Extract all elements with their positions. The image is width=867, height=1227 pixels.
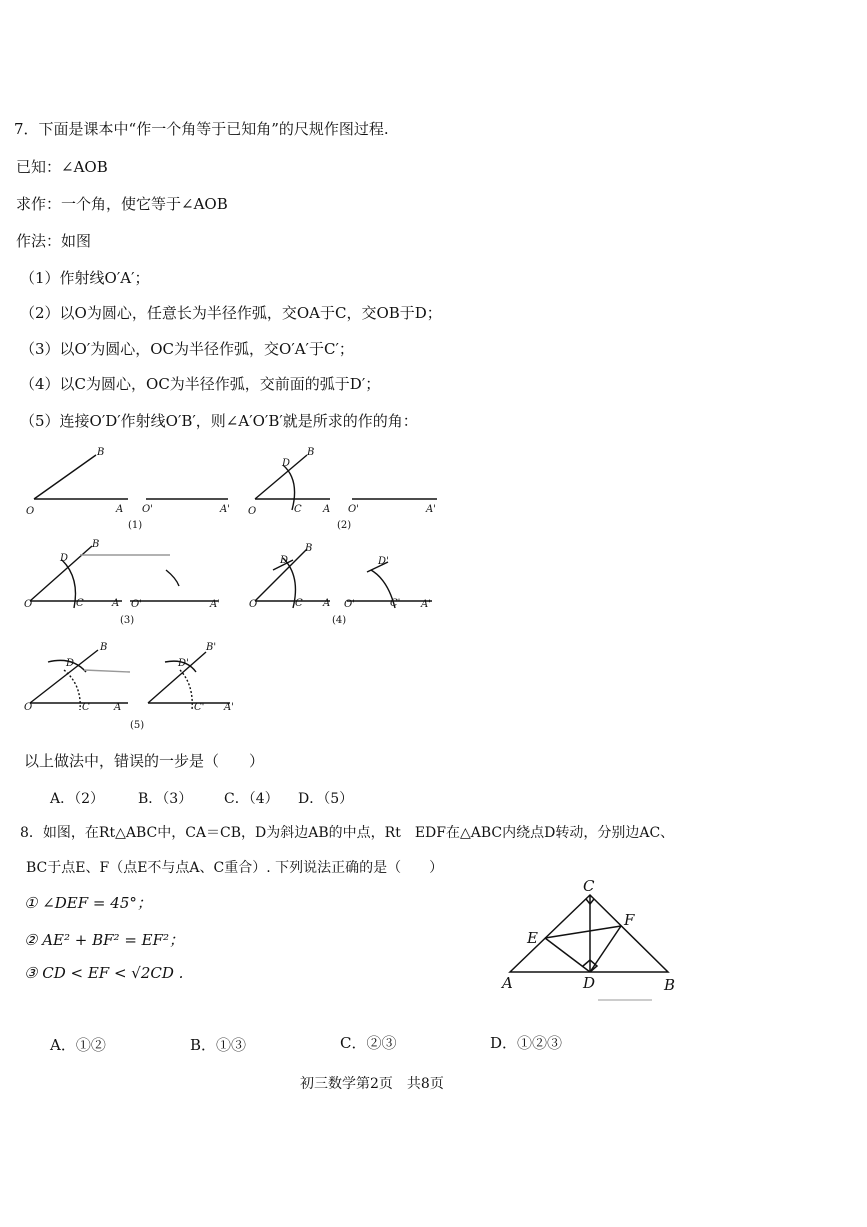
q8-label-A: A xyxy=(502,974,513,992)
q8-option-d[interactable]: D．①②③ xyxy=(490,1034,563,1052)
fig5-arc-top xyxy=(48,660,86,672)
q7-option-b[interactable]: B．（3） xyxy=(138,791,193,807)
fig2-label-B: B xyxy=(307,447,315,458)
fig4-label-D: D xyxy=(280,555,289,566)
q7-step-4: （4）以C为圆心，OC为半径作弧，交前面的弧于D′； xyxy=(20,375,381,393)
fig3-label-D: D xyxy=(60,553,69,564)
fig2-label-D: D xyxy=(282,458,291,469)
fig-caption-4: (4) xyxy=(332,615,347,626)
fig5-label-Ap: A' xyxy=(224,702,234,713)
fig5-label-A: A xyxy=(114,702,122,713)
fig5-faint-line xyxy=(84,670,130,672)
fig5-label-Cp: C' xyxy=(194,702,205,713)
fig5-ray-OB xyxy=(30,650,98,703)
q8-label-D: D xyxy=(583,974,596,992)
q8-option-c[interactable]: C．②③ xyxy=(340,1034,397,1052)
fig4-arc-prime xyxy=(371,570,395,608)
fig5-label-C: C xyxy=(82,702,90,713)
fig2-ray-OB xyxy=(255,455,307,499)
fig4-ray-OB xyxy=(255,549,307,601)
q7-option-c[interactable]: C．（4） xyxy=(224,791,279,807)
fig5-ray-OpBp xyxy=(148,652,206,703)
fig3-arc xyxy=(62,560,76,608)
fig5-arc-top-prime xyxy=(165,661,196,672)
fig5-label-Bp: B' xyxy=(206,642,217,653)
page-footer: 初三数学第2页 共8页 xyxy=(300,1076,444,1092)
q8-option-a[interactable]: A．①② xyxy=(50,1036,106,1054)
fig-caption-2: (2) xyxy=(337,520,352,531)
fig2-label-C: C xyxy=(294,504,302,515)
fig2-label-Ap: A' xyxy=(426,504,436,515)
q7-task: 求作：一个角，使它等于∠AOB xyxy=(16,195,228,213)
fig1-label-A: A xyxy=(116,504,124,515)
q8-statement-3: ③ CD < EF < √2CD . xyxy=(24,964,184,982)
fig3-label-A: A xyxy=(112,598,120,609)
q7-method: 作法：如图 xyxy=(16,232,92,250)
fig4-label-A: A xyxy=(323,598,331,609)
fig5-label-D: D xyxy=(66,658,75,669)
fig3-arc-prime xyxy=(166,570,179,586)
q8-label-F: F xyxy=(624,911,635,929)
fig3-ray-OB xyxy=(30,546,92,601)
q8-line-1: 8．如图，在Rt△ABC中，CA＝CB，D为斜边AB的中点，Rt EDF在△ABC内绕点D转动，分别边AC、 xyxy=(20,825,675,841)
q8-statement-2: ② AE² + BF² = EF²； xyxy=(24,931,185,949)
q7-question: 以上做法中，错误的一步是（ ） xyxy=(24,752,265,770)
triangle-ABC xyxy=(510,895,668,972)
fig4-label-C: C xyxy=(295,598,303,609)
q8-label-E: E xyxy=(527,929,538,947)
fig5-label-Dp: D' xyxy=(178,658,189,669)
fig-caption-1: (1) xyxy=(128,520,143,531)
fig3-label-B: B xyxy=(92,539,100,550)
fig4-label-Op: O' xyxy=(344,599,355,610)
fig5-label-O: O xyxy=(24,702,33,713)
fig3-label-C: C xyxy=(76,598,84,609)
fig5-dashed-arc-prime xyxy=(180,670,192,710)
q7-step-2: （2）以O为圆心，任意长为半径作弧，交OA于C，交OB于D； xyxy=(20,304,442,322)
right-angle-mark-C xyxy=(586,899,594,904)
fig4-label-Ap: A' xyxy=(421,599,431,610)
fig1-label-Op: O' xyxy=(142,504,153,515)
fig1-ray-OB xyxy=(34,455,96,499)
fig-caption-3: (3) xyxy=(120,615,135,626)
fig2-arc xyxy=(283,465,295,510)
fig4-cross-mark-prime xyxy=(367,562,388,572)
q8-option-b[interactable]: B．①③ xyxy=(190,1036,247,1054)
fig1-label-O: O xyxy=(26,506,35,517)
segment-EF xyxy=(545,926,621,938)
fig5-label-B: B xyxy=(100,642,108,653)
fig2-label-Op: O' xyxy=(348,504,359,515)
segment-DF xyxy=(590,926,621,972)
fig4-label-O: O xyxy=(249,599,258,610)
right-angle-mark-D xyxy=(583,960,597,972)
q8-label-C: C xyxy=(583,877,595,895)
q7-step-1: （1）作射线O′A′； xyxy=(20,269,150,287)
q7-option-a[interactable]: A．（2） xyxy=(50,791,105,807)
fig1-label-Ap: A' xyxy=(220,504,230,515)
fig4-label-Cp: C' xyxy=(390,598,401,609)
fig4-arc xyxy=(283,558,295,608)
fig2-label-A: A xyxy=(323,504,331,515)
fig4-cross-mark xyxy=(273,560,293,570)
q7-option-d[interactable]: D．（5） xyxy=(298,791,354,807)
fig3-label-Ap: A' xyxy=(210,599,220,610)
q8-label-B: B xyxy=(664,976,676,994)
q7-title: 7．下面是课本中“作一个角等于已知角”的尺规作图过程. xyxy=(14,120,389,138)
q7-known: 已知：∠AOB xyxy=(16,158,108,176)
fig3-label-O: O xyxy=(24,599,33,610)
q8-line-2: BC于点E、F（点E不与点A、C重合）. 下列说法正确的是（ ） xyxy=(26,860,444,876)
fig4-label-Dp: D' xyxy=(378,556,389,567)
fig4-label-B: B xyxy=(305,543,313,554)
segment-DE xyxy=(545,938,590,972)
fig-caption-5: (5) xyxy=(130,720,145,731)
q7-step-3: （3）以O′为圆心，OC为半径作弧，交O′A′于C′； xyxy=(20,340,354,358)
fig3-label-Op: O' xyxy=(131,599,142,610)
fig1-label-B: B xyxy=(97,447,105,458)
fig5-dashed-arc xyxy=(64,670,80,710)
q7-step-5: （5）连接O′D′作射线O′B′，则∠A′O′B′就是所求的作的角： xyxy=(20,412,418,430)
q8-statement-1: ① ∠DEF = 45°； xyxy=(24,894,152,912)
fig2-label-O: O xyxy=(248,506,257,517)
